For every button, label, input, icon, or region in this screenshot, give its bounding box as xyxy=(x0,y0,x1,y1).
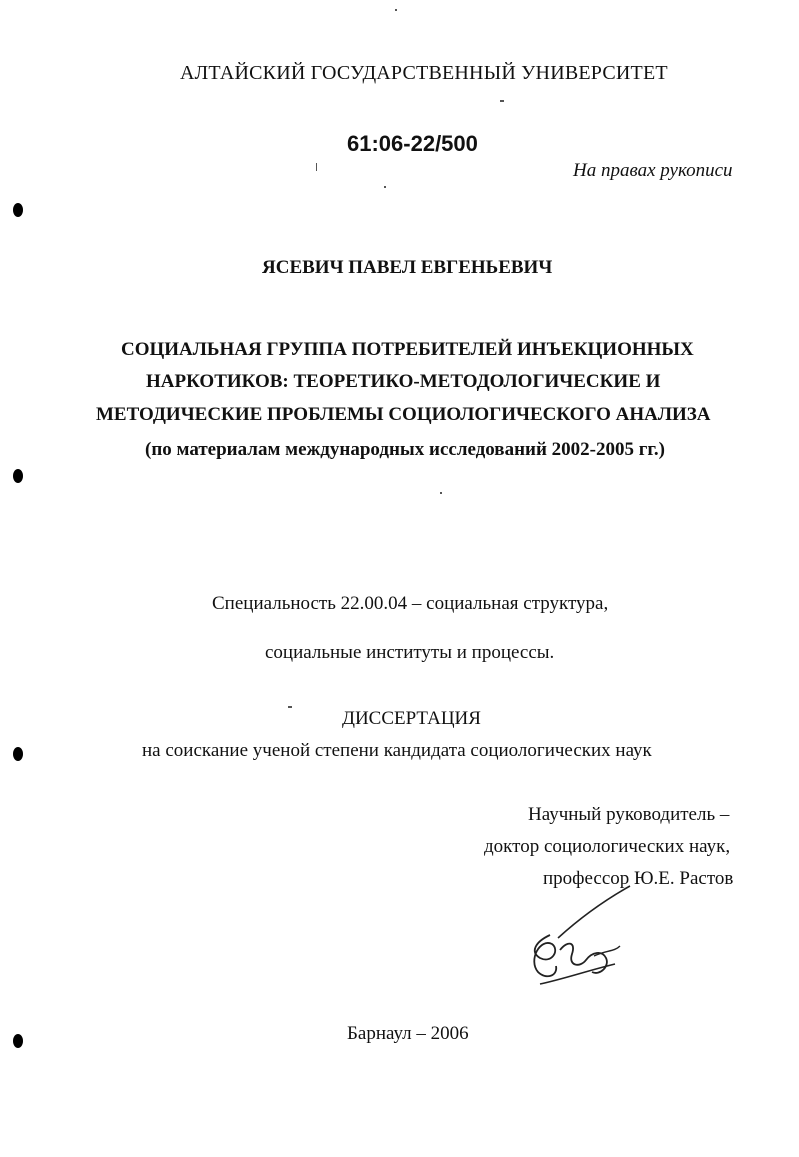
scan-speck xyxy=(384,186,386,188)
binder-hole-mark xyxy=(13,1034,23,1048)
supervisor-line: Научный руководитель – xyxy=(528,804,730,825)
scan-speck xyxy=(440,492,442,494)
dissertation-label: ДИССЕРТАЦИЯ xyxy=(342,708,481,729)
specialty-line: социальные институты и процессы. xyxy=(265,642,555,663)
place-and-year: Барнаул – 2006 xyxy=(347,1023,469,1044)
binder-hole-mark xyxy=(13,203,23,217)
handwritten-signature xyxy=(510,880,660,995)
thesis-title-line: МЕТОДИЧЕСКИЕ ПРОБЛЕМЫ СОЦИОЛОГИЧЕСКОГО АНАЛИЗА xyxy=(96,404,711,425)
supervisor-line: доктор социологических наук, xyxy=(484,836,731,857)
author-name: ЯСЕВИЧ ПАВЕЛ ЕВГЕНЬЕВИЧ xyxy=(262,257,553,278)
scan-speck xyxy=(288,706,292,708)
binder-hole-mark xyxy=(13,747,23,761)
degree-statement: на соискание ученой степени кандидата социологических наук xyxy=(142,740,652,761)
scan-speck xyxy=(500,100,504,102)
supervisor-line: профессор Ю.Е. Растов xyxy=(543,868,734,889)
scan-speck xyxy=(316,163,317,171)
thesis-subtitle: (по материалам международных исследований 2002-2005 гг.) xyxy=(145,439,665,460)
thesis-title-line: СОЦИАЛЬНАЯ ГРУППА ПОТРЕБИТЕЛЕЙ ИНЪЕКЦИОННЫХ xyxy=(121,339,694,360)
scan-speck xyxy=(395,9,397,11)
manuscript-rights-note: На правах рукописи xyxy=(573,160,733,181)
catalog-code: 61:06-22/500 xyxy=(347,131,478,156)
university-name: АЛТАЙСКИЙ ГОСУДАРСТВЕННЫЙ УНИВЕРСИТЕТ xyxy=(180,62,668,84)
specialty-line: Специальность 22.00.04 – социальная структура, xyxy=(212,593,609,614)
thesis-title-line: НАРКОТИКОВ: ТЕОРЕТИКО-МЕТОДОЛОГИЧЕСКИЕ И xyxy=(146,371,661,392)
binder-hole-mark xyxy=(13,469,23,483)
